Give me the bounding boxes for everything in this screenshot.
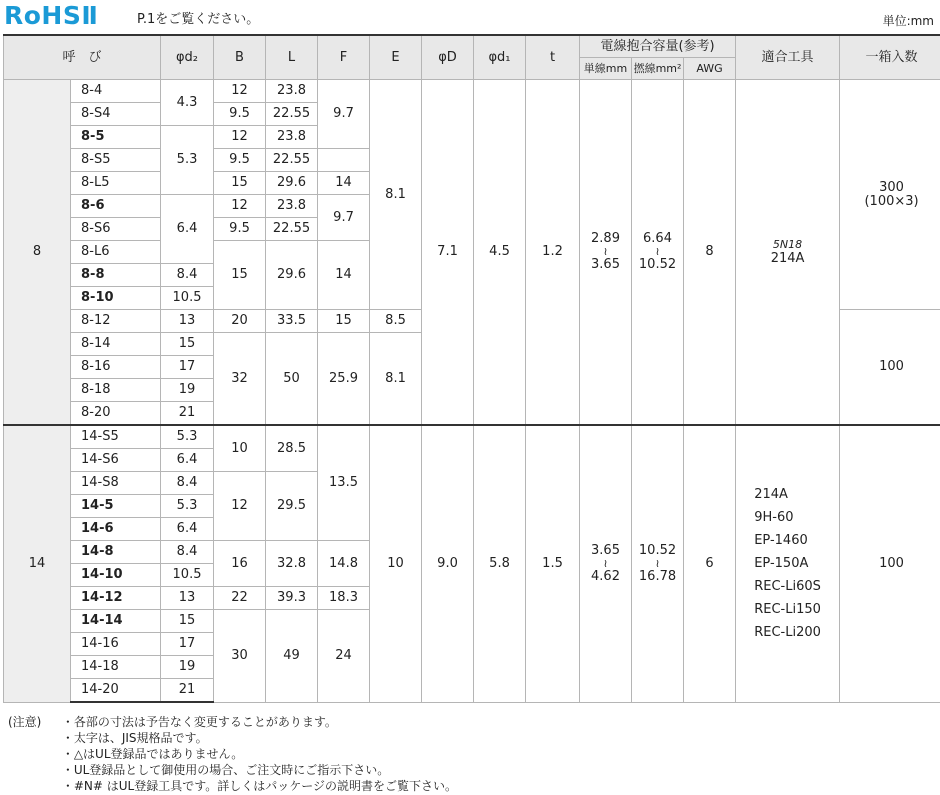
note-item: ・各部の寸法は予告なく変更することがあります。 [61,715,337,729]
rohs-logo: RoHSⅡ [4,1,99,30]
cell-d2: 21 [161,679,214,703]
table-row-name: 14-6 [71,518,161,541]
cell-e: 8.5 [370,310,422,333]
cell-b: 16 [214,541,266,587]
note-item: ・△はUL登録品ではありません。 [61,747,244,761]
tool-name: EP-1460 [754,533,808,549]
cell-l: 22.55 [266,218,318,241]
cell-box-qty: 100 [840,310,940,426]
cell-d2: 17 [161,356,214,379]
cell-d1: 5.8 [474,425,526,702]
cell-l: 22.55 [266,149,318,172]
cell-d2: 4.3 [161,80,214,126]
cell-awg: 6 [684,425,736,702]
cell-f: 24 [318,610,370,703]
cell-l: 28.5 [266,425,318,472]
group-label-14: 14 [4,425,71,702]
table-row-name: 8-L6 [71,241,161,264]
table-row-name: 14-10 [71,564,161,587]
col-e: E [370,35,422,80]
table-row-name: 8-S5 [71,149,161,172]
cell-tool [736,425,840,702]
single-min: 3.65 [591,542,620,558]
table-row-name: 8-8 [71,264,161,287]
cell-f: 25.9 [318,333,370,426]
table-row-name: 8-S4 [71,103,161,126]
cell-l: 23.8 [266,80,318,103]
tool-name: 214A [754,487,788,503]
cell-box-qty [840,80,940,310]
col-t: t [526,35,580,80]
cell-t: 1.2 [526,80,580,426]
cell-d2: 15 [161,610,214,633]
col-b: B [214,35,266,80]
table-row-name: 14-12 [71,587,161,610]
spec-table [3,34,940,703]
cell-b: 9.5 [214,103,266,126]
cell-f: 14.8 [318,541,370,587]
range-separator: ≀ [655,556,660,570]
page-header [0,0,940,34]
cell-b: 12 [214,195,266,218]
table-row-name: 14-S8 [71,472,161,495]
cell-b: 32 [214,333,266,426]
table-row-name: 8-12 [71,310,161,333]
cell-d2: 8.4 [161,541,214,564]
table-row-name: 8-4 [71,80,161,103]
cell-d2: 5.3 [161,126,214,195]
cell-b: 12 [214,472,266,541]
cell-b: 9.5 [214,149,266,172]
stranded-min: 10.52 [638,542,677,558]
table-row-name: 14-S5 [71,425,161,449]
cell-wire-stranded [632,80,684,426]
cell-f: 9.7 [318,195,370,241]
tool-name: REC-Li200 [754,625,821,641]
cell-d2: 5.3 [161,495,214,518]
unit-label: 単位:mm [882,14,934,28]
note-item: ・UL登録品として御使用の場合、ご注文時にご指示下さい。 [61,763,390,777]
table-row-name: 14-5 [71,495,161,518]
cell-wire-stranded [632,425,684,702]
col-name: 呼 び [4,35,161,80]
cell-wire-single [580,425,632,702]
stranded-min: 6.64 [643,231,672,246]
table-row-name: 14-18 [71,656,161,679]
cell-d: 7.1 [422,80,474,426]
tool-name: 9H-60 [754,510,794,526]
cell-t: 1.5 [526,425,580,702]
cell-d1: 4.5 [474,80,526,426]
table-row-name: 8-18 [71,379,161,402]
table-row-name: 8-5 [71,126,161,149]
cell-f: 14 [318,172,370,195]
cell-awg: 8 [684,80,736,426]
cell-b: 22 [214,587,266,610]
tool-name: REC-Li60S [754,579,821,595]
cell-d2: 8.4 [161,472,214,495]
stranded-max: 16.78 [638,568,677,584]
col-d2: φd₂ [161,35,214,80]
col-wire-single: 単線mm [580,58,632,80]
single-min: 2.89 [591,231,620,246]
cell-d2: 8.4 [161,264,214,287]
col-d1: φd₁ [474,35,526,80]
single-max: 3.65 [591,257,620,272]
box-qty: 300 [879,179,904,195]
col-wire-awg: AWG [684,58,736,80]
cell-b: 12 [214,80,266,103]
cell-f: 13.5 [318,425,370,541]
cell-l: 32.8 [266,541,318,587]
table-row-name: 14-14 [71,610,161,633]
col-tool: 適合工具 [736,35,840,80]
note-item: ・#N# はUL登録工具です。詳しくはパッケージの説明書をご覧下さい。 [61,779,457,793]
cell-d2: 6.4 [161,518,214,541]
table-row-name: 14-16 [71,633,161,656]
cell-d2: 6.4 [161,195,214,264]
cell-b: 15 [214,172,266,195]
notes-label: (注意) [8,715,42,729]
cell-d2: 15 [161,333,214,356]
note-item: ・太字は、JIS規格品です。 [61,731,208,745]
reference-note: P.1をご覧ください。 [137,12,260,27]
cell-tool [736,80,840,426]
col-l: L [266,35,318,80]
cell-box-qty: 100 [840,425,940,702]
cell-d2: 19 [161,656,214,679]
cell-b: 10 [214,425,266,472]
range-separator: ≀ [655,245,660,258]
table-row-name: 14-8 [71,541,161,564]
cell-b: 12 [214,126,266,149]
cell-b: 15 [214,241,266,310]
cell-d2: 21 [161,402,214,426]
table-row-name: 8-10 [71,287,161,310]
cell-b: 9.5 [214,218,266,241]
cell-f: 15 [318,310,370,333]
cell-e: 10 [370,425,422,702]
cell-d2: 13 [161,587,214,610]
cell-l: 29.6 [266,241,318,310]
table-row-name: 8-S6 [71,218,161,241]
table-row-name: 8-L5 [71,172,161,195]
notes-list [62,714,457,794]
table-row-name: 8-20 [71,402,161,426]
table-row-name: 8-6 [71,195,161,218]
cell-l: 23.8 [266,126,318,149]
cell-d2: 10.5 [161,287,214,310]
cell-l: 23.8 [266,195,318,218]
cell-l: 49 [266,610,318,703]
cell-f: 9.7 [318,80,370,149]
box-qty-sub: (100×3) [864,193,919,209]
cell-d2: 19 [161,379,214,402]
cell-l: 39.3 [266,587,318,610]
cell-f: 18.3 [318,587,370,610]
tool-list [754,483,821,644]
group-label-8: 8 [4,80,71,426]
cell-wire-single [580,80,632,426]
cell-b: 30 [214,610,266,703]
cell-d2: 10.5 [161,564,214,587]
col-wire-capacity: 電線抱合容量(参考) [580,35,736,58]
table-row-name: 8-14 [71,333,161,356]
col-box-qty: 一箱入数 [840,35,940,80]
cell-l: 33.5 [266,310,318,333]
cell-d2: 13 [161,310,214,333]
table-row-name: 14-S6 [71,449,161,472]
cell-l: 22.55 [266,103,318,126]
tool-name: EP-150A [754,556,809,572]
notes-section [8,714,457,794]
col-wire-stranded: 撚線mm² [632,58,684,80]
col-f: F [318,35,370,80]
stranded-max: 10.52 [638,257,677,272]
range-separator: ≀ [603,556,608,570]
single-max: 4.62 [591,568,620,584]
cell-d: 9.0 [422,425,474,702]
cell-l: 29.6 [266,172,318,195]
cell-b: 20 [214,310,266,333]
table-row-name: 8-16 [71,356,161,379]
cell-d2: 6.4 [161,449,214,472]
table-row-name: 14-20 [71,679,161,703]
cell-d2: 5.3 [161,425,214,449]
tool-name: REC-Li150 [754,602,821,618]
cell-l: 29.5 [266,472,318,541]
range-separator: ≀ [603,245,608,258]
cell-f: 14 [318,241,370,310]
ul-tool-symbol: 5N18 [772,238,803,251]
cell-e: 8.1 [370,80,422,310]
tool-name: 214A [770,251,805,266]
cell-d2: 17 [161,633,214,656]
cell-e: 8.1 [370,333,422,426]
col-d: φD [422,35,474,80]
cell-l: 50 [266,333,318,426]
